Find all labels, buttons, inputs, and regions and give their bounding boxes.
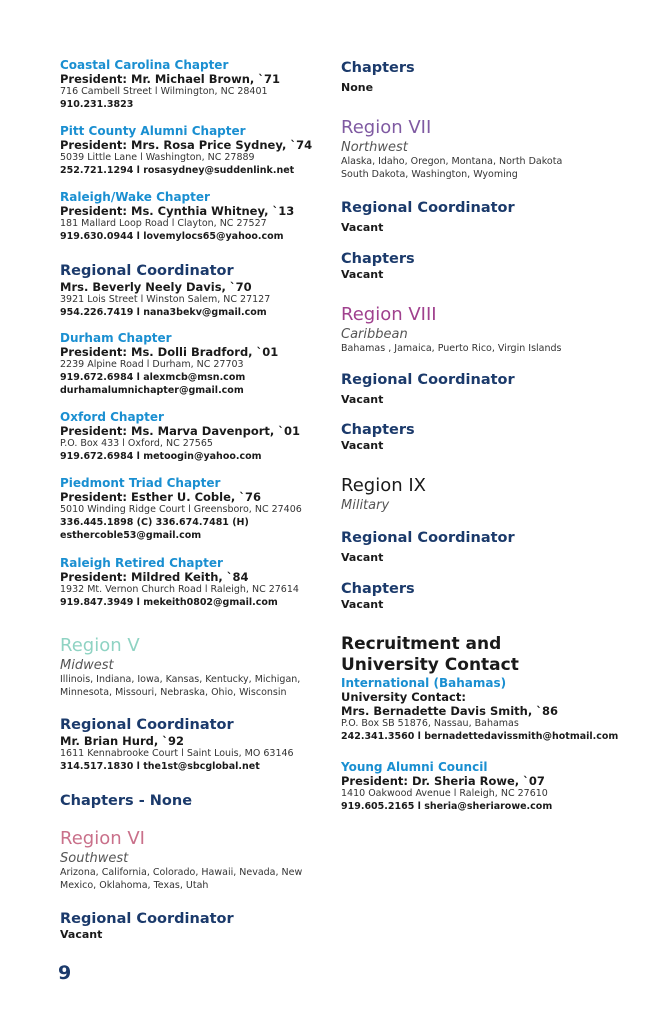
young-alumni-label: Young Alumni Council: [341, 760, 488, 774]
chapter-raleigh-retired: [60, 556, 360, 609]
region-vii-states: Alaska, Idaho, Oregon, Montana, North Dakota South Dakota, Washington, Wyoming: [341, 156, 563, 180]
region-ix-title: Region IX: [341, 475, 426, 496]
region-vii-title: Region VII: [341, 117, 432, 138]
chapter-address: 716 Cambell Street l Wilmington, NC 28401: [60, 86, 268, 97]
region-iv-chapters: [341, 59, 641, 94]
region-ix-subtitle: Military: [341, 498, 390, 513]
region-v-title: Region V: [60, 635, 140, 656]
region-v-subtitle: Midwest: [60, 658, 114, 673]
chapters-value: None: [341, 81, 374, 94]
young-alumni-president: President: Dr. Sheria Rowe, `07: [341, 774, 545, 788]
region-vii-coordinator: [341, 199, 641, 234]
chapter-president: President: Esther U. Coble, `76: [60, 490, 262, 504]
chapter-contact: 919.847.3949 l mekeith0802@gmail.com: [60, 597, 278, 608]
chapter-contact: 252.721.1294 l rosasydney@suddenlink.net: [60, 165, 295, 176]
region-vi-states: Arizona, California, Colorado, Hawaii, Nevada, New Mexico, Oklahoma, Texas, Utah: [60, 867, 303, 891]
university-contact-name: Mrs. Bernadette Davis Smith, `86: [341, 704, 558, 718]
chapter-durham: [60, 331, 360, 397]
young-alumni-block: [341, 760, 641, 813]
regional-coordinator-heading: Regional Coordinator: [60, 911, 234, 927]
chapter-president: President: Ms. Marva Davenport, `01: [60, 424, 301, 438]
chapter-pitt-county: [60, 124, 360, 177]
chapter-president: President: Mildred Keith, `84: [60, 570, 249, 584]
region-viii-subtitle: Caribbean: [341, 327, 408, 342]
chapter-contact: 336.445.1898 (C) 336.674.7481 (H): [60, 517, 249, 528]
chapter-president: President: Mr. Michael Brown, `71: [60, 72, 281, 86]
chapters-heading: Chapters: [341, 581, 415, 597]
chapter-contact: 919.672.6984 l metoogin@yahoo.com: [60, 451, 262, 462]
chapters-value: Vacant: [341, 598, 384, 611]
region-viii-block: [341, 304, 641, 356]
region-v-chapters: [60, 792, 360, 810]
region-vii-block: [341, 117, 641, 181]
chapters-heading: Chapters: [341, 60, 415, 76]
university-contact-address: P.O. Box SB 51876, Nassau, Bahamas: [341, 718, 519, 729]
regional-coordinator-block: [60, 262, 360, 319]
chapter-name: Piedmont Triad Chapter: [60, 476, 221, 490]
chapter-name: Pitt County Alumni Chapter: [60, 124, 246, 138]
region-v-block: [60, 635, 330, 699]
chapter-contact: 919.672.6984 l alexmcb@msn.com: [60, 372, 246, 383]
chapter-coastal-carolina: [60, 58, 360, 111]
chapter-piedmont-triad: [60, 476, 360, 542]
regional-coordinator-heading: Regional Coordinator: [60, 263, 234, 279]
regional-coordinator-heading: Regional Coordinator: [341, 530, 515, 546]
chapter-president: President: Ms. Dolli Bradford, `01: [60, 345, 279, 359]
recruitment-title-line2: University Contact: [341, 655, 519, 675]
chapter-contact: 919.630.0944 l lovemylocs65@yahoo.com: [60, 231, 284, 242]
university-contact-info: 242.341.3560 l bernadettedavissmith@hotmail.com: [341, 731, 619, 742]
chapters-value: Vacant: [341, 268, 384, 281]
region-ix-chapters: [341, 580, 641, 611]
region-vi-title: Region VI: [60, 828, 145, 849]
young-alumni-address: 1410 Oakwood Avenue l Raleigh, NC 27610: [341, 788, 548, 799]
chapters-value: Vacant: [341, 439, 384, 452]
chapter-address: 181 Mallard Loop Road l Clayton, NC 27527: [60, 218, 267, 229]
young-alumni-contact: 919.605.2165 l sheria@sheriarowe.com: [341, 801, 553, 812]
coordinator-name: Mrs. Beverly Neely Davis, `70: [60, 280, 252, 294]
chapter-name: Raleigh/Wake Chapter: [60, 190, 210, 204]
coordinator-value: Vacant: [60, 928, 103, 941]
chapter-name: Raleigh Retired Chapter: [60, 556, 223, 570]
region-v-coordinator: [60, 716, 360, 773]
region-ix-coordinator: [341, 529, 641, 564]
region-viii-states: Bahamas , Jamaica, Puerto Rico, Virgin Islands: [341, 343, 562, 354]
chapter-address: 1932 Mt. Vernon Church Road l Raleigh, NC 27614: [60, 584, 299, 595]
chapter-president: President: Ms. Cynthia Whitney, `13: [60, 204, 295, 218]
region-vi-coordinator: [60, 910, 360, 941]
region-vii-subtitle: Northwest: [341, 140, 408, 155]
chapter-raleigh-wake: [60, 190, 360, 243]
chapter-name: Durham Chapter: [60, 331, 172, 345]
coordinator-contact: 954.226.7419 l nana3bekv@gmail.com: [60, 307, 267, 318]
chapter-address: 5010 Winding Ridge Court l Greensboro, NC 27406: [60, 504, 302, 515]
university-contact-label: University Contact:: [341, 690, 466, 704]
region-ix-block: [341, 475, 641, 514]
coordinator-address: 3921 Lois Street l Winston Salem, NC 27127: [60, 294, 271, 305]
chapter-name: Coastal Carolina Chapter: [60, 58, 229, 72]
region-vii-chapters: [341, 250, 641, 281]
region-vi-block: [60, 828, 330, 892]
chapter-contact-secondary: durhamalumnichapter@gmail.com: [60, 385, 244, 396]
region-v-states: Illinois, Indiana, Iowa, Kansas, Kentucky, Michigan, Minnesota, Missouri, Nebraska, Ohio, Wisconsin: [60, 674, 301, 698]
recruitment-title-line1: Recruitment and: [341, 634, 502, 654]
regional-coordinator-heading: Regional Coordinator: [341, 372, 515, 388]
chapters-heading: Chapters: [341, 422, 415, 438]
region-vi-subtitle: Southwest: [60, 851, 129, 866]
international-label: International (Bahamas): [341, 676, 507, 690]
region-viii-title: Region VIII: [341, 304, 437, 325]
chapter-address: 2239 Alpine Road l Durham, NC 27703: [60, 359, 244, 370]
coordinator-contact: 314.517.1830 l the1st@sbcglobal.net: [60, 761, 260, 772]
chapter-address: 5039 Little Lane l Washington, NC 27889: [60, 152, 255, 163]
page-number: 9: [58, 962, 72, 984]
region-viii-coordinator: [341, 371, 641, 406]
coordinator-value: Vacant: [341, 221, 384, 234]
chapters-heading: Chapters: [341, 251, 415, 267]
regional-coordinator-heading: Regional Coordinator: [60, 717, 234, 733]
chapter-contact-secondary: esthercoble53@gmail.com: [60, 530, 202, 541]
chapters-heading: Chapters - None: [60, 793, 193, 809]
region-viii-chapters: [341, 421, 641, 452]
coordinator-value: Vacant: [341, 393, 384, 406]
regional-coordinator-heading: Regional Coordinator: [341, 200, 515, 216]
chapter-president: President: Mrs. Rosa Price Sydney, `74: [60, 138, 313, 152]
chapter-oxford: [60, 410, 360, 463]
chapter-contact: 910.231.3823: [60, 99, 134, 110]
recruitment-block: [341, 634, 641, 743]
coordinator-value: Vacant: [341, 551, 384, 564]
coordinator-address: 1611 Kennabrooke Court l Saint Louis, MO 63146: [60, 748, 294, 759]
chapter-address: P.O. Box 433 l Oxford, NC 27565: [60, 438, 213, 449]
chapter-name: Oxford Chapter: [60, 410, 164, 424]
coordinator-name: Mr. Brian Hurd, `92: [60, 734, 185, 748]
